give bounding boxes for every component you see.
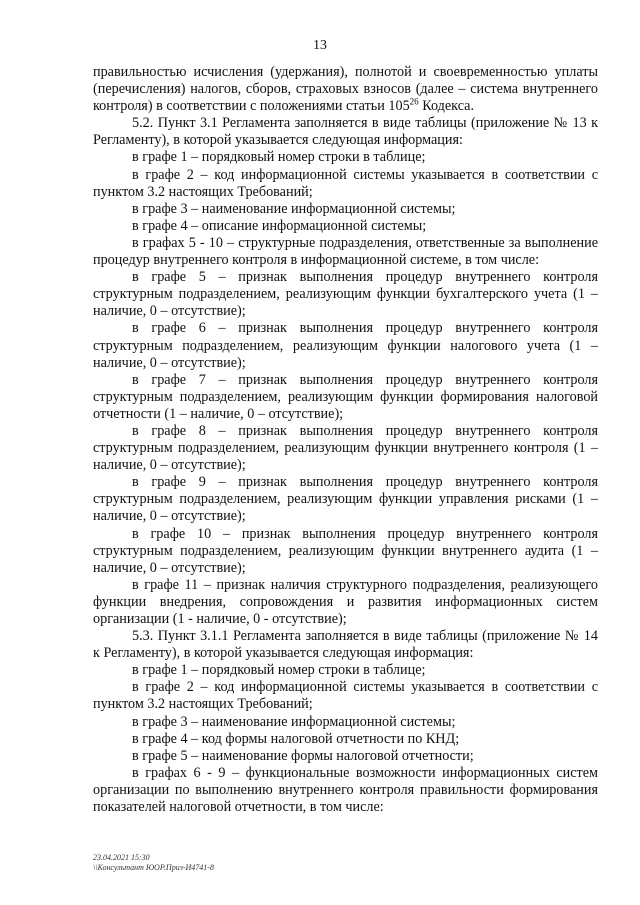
page-number: 13 <box>313 38 327 53</box>
list-item-column-5-b: в графе 5 – наименование формы налоговой отчетности; <box>132 747 474 764</box>
list-item-column-3-b: в графе 3 – наименование информационной системы; <box>132 713 456 730</box>
list-item-column-1-b: в графе 1 – порядковый номер строки в таблице; <box>132 662 426 679</box>
list-item-column-2: в графе 2 – код информационной системы указывается в соответствии с пунктом 3.2 настоящих Требований; <box>93 166 598 200</box>
list-item-column-10: в графе 10 – признак выполнения процедур внутреннего контроля структурным подразделением, реализующим функции внутреннего аудита (1 – наличие, 0 – отсутствие); <box>93 525 598 576</box>
list-item-column-8: в графе 8 – признак выполнения процедур внутреннего контроля структурным подразделением, реализующим функции внутреннего контроля (1 – наличие, 0 – отсутствие); <box>93 422 598 474</box>
list-item-column-1: в графе 1 – порядковый номер строки в таблице; <box>132 149 426 166</box>
footer-path: \\Консультант ЮОР.Приз-И4741-8 <box>93 863 214 872</box>
article-superscript: 26 <box>409 96 419 107</box>
paragraph-5-3: 5.3. Пункт 3.1.1 Регламента заполняется в виде таблицы (приложение № 14 к Регламенту), в которой указывается следующая информация: <box>93 628 598 662</box>
paragraph-5-2: 5.2. Пункт 3.1 Регламента заполняется в виде таблицы (приложение № 13 к Регламенту), в которой указывается следующая информация: <box>93 115 598 149</box>
document-body <box>93 64 598 816</box>
list-item-column-4: в графе 4 – описание информационной системы; <box>132 217 427 234</box>
list-item-columns-6-9: в графах 6 - 9 – функциональные возможности информационных систем организации по выполнению внутреннего контроля правильности формирования показателей налоговой отчетности, в том числе: <box>93 764 598 816</box>
list-item-column-9: в графе 9 – признак выполнения процедур внутреннего контроля структурным подразделением, реализующим функции управления рисками (1 – наличие, 0 – отсутствие); <box>93 474 598 525</box>
paragraph-continuation <box>93 64 598 115</box>
list-item-column-4-b: в графе 4 – код формы налоговой отчетности по КНД; <box>132 730 460 747</box>
list-item-column-7: в графе 7 – признак выполнения процедур внутреннего контроля структурным подразделением, реализующим функции формирования налоговой отчетности (1 – наличие, 0 – отсутствие); <box>93 371 598 422</box>
paragraph-text: правильностью исчисления (удержания), полнотой и своевременностью уплаты (перечисления) налогов, сборов, страховых взносов (далее – система внутреннего контроля) в соответствии с положениями статьи 105 <box>93 64 598 115</box>
list-item-column-3: в графе 3 – наименование информационной системы; <box>132 200 456 217</box>
paragraph-text-end: Кодекса. <box>418 98 475 115</box>
footer-date: 23.04.2021 15:30 <box>93 853 150 862</box>
list-item-column-2-b: в графе 2 – код информационной системы указывается в соответствии с пунктом 3.2 настоящих Требований; <box>93 679 598 713</box>
list-item-column-6: в графе 6 – признак выполнения процедур внутреннего контроля структурным подразделением, реализующим функции налогового учета (1 – наличие, 0 – отсутствие); <box>93 320 598 371</box>
list-item-column-11: в графе 11 – признак наличия структурного подразделения, реализующего функции внедрения, сопровождения и развития информационных систем организации (1 - наличие, 0 - отсутствие); <box>93 576 598 627</box>
list-item-column-5: в графе 5 – признак выполнения процедур внутреннего контроля структурным подразделением, реализующим функции бухгалтерского учета (1 – наличие, 0 – отсутствие); <box>93 269 598 320</box>
document-footer <box>93 853 214 873</box>
list-item-columns-5-10: в графах 5 - 10 – структурные подразделения, ответственные за выполнение процедур внутреннего контроля в информационной системе, в том числе: <box>93 234 598 269</box>
